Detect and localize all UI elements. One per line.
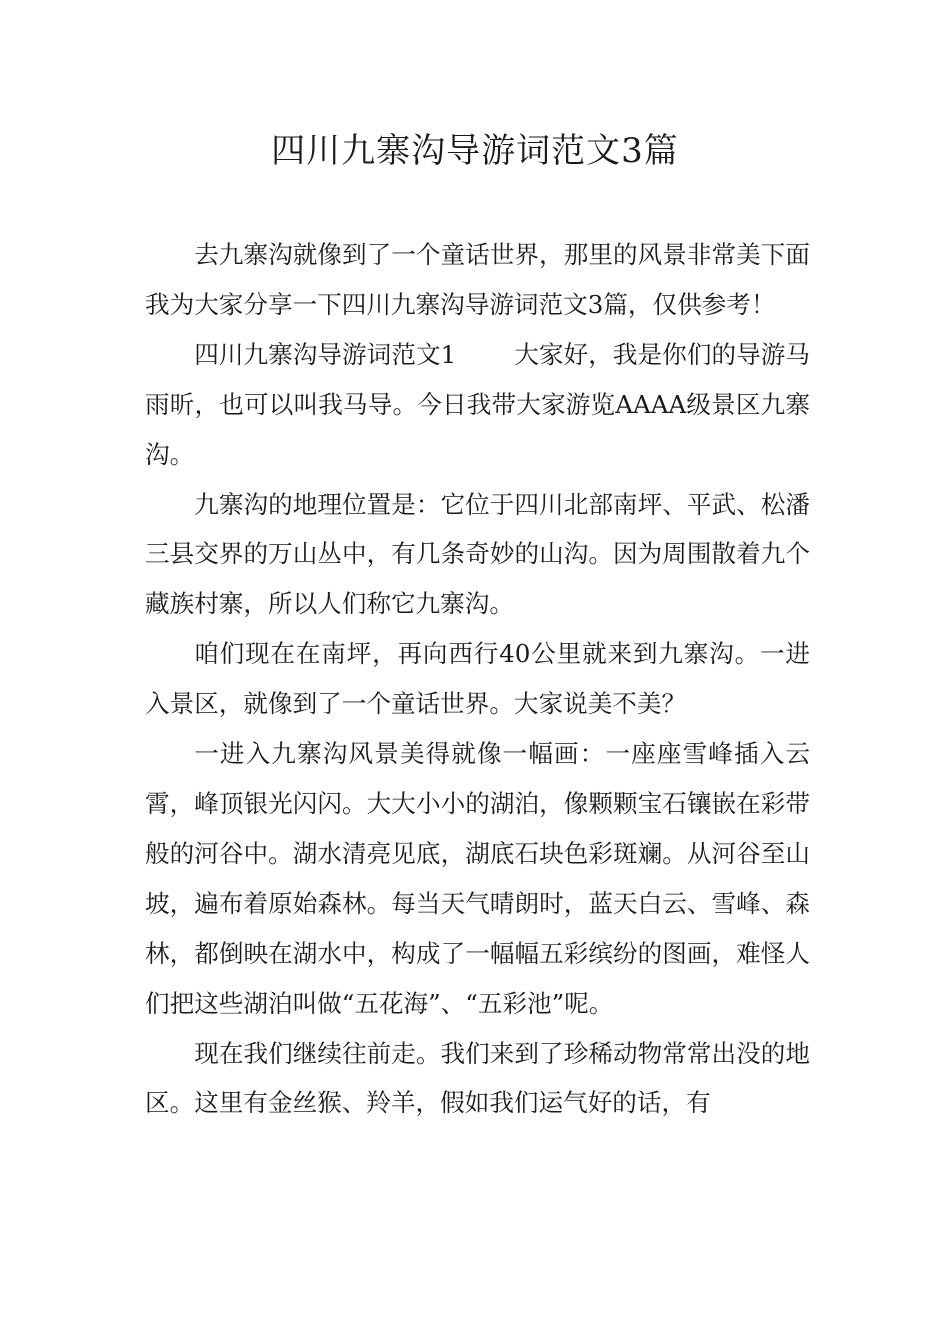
section-1-heading: 四川九寨沟导游词范文1 [194,339,457,369]
location-paragraph: 咱们现在在南坪，再向西行40公里就来到九寨沟。一进入景区，就像到了一个童话世界。大家说美不美？ [145,639,810,719]
intro-paragraph: 去九寨沟就像到了一个童话世界，那里的风景非常美下面我为大家分享一下四川九寨沟导游词范文3篇，仅供参考！ [145,240,810,319]
document-body [145,230,810,1128]
section-1-text: 大家好，我是你们的导游马雨昕，也可以叫我马导。今日我带大家游览AAAA级景区九寨沟。 [145,339,810,469]
document-title: 四川九寨沟导游词范文3篇 [271,131,679,171]
animals-paragraph: 现在我们继续往前走。我们来到了珍稀动物常常出没的地区。这里有金丝猴、羚羊，假如我们运气好的话，有 [145,1038,810,1118]
geography-paragraph: 九寨沟的地理位置是：它位于四川北部南坪、平武、松潘三县交界的万山丛中，有几条奇妙的山沟。因为周围散着九个藏族村寨，所以人们称它九寨沟。 [145,489,810,619]
section-1-paragraph [145,330,810,480]
scenery-paragraph: 一进入九寨沟风景美得就像一幅画：一座座雪峰插入云霄，峰顶银光闪闪。大大小小的湖泊，像颗颗宝石镶嵌在彩带般的河谷中。湖水清亮见底，湖底石块色彩斑斓。从河谷至山坡，遍布着原始森林。每当天气晴朗时，蓝天白云、雪峰、森林，都倒映在湖水中，构成了一幅幅五彩缤纷的图画，难怪人们把这些湖泊叫做“五花海”、“五彩池”呢。 [145,739,810,1018]
